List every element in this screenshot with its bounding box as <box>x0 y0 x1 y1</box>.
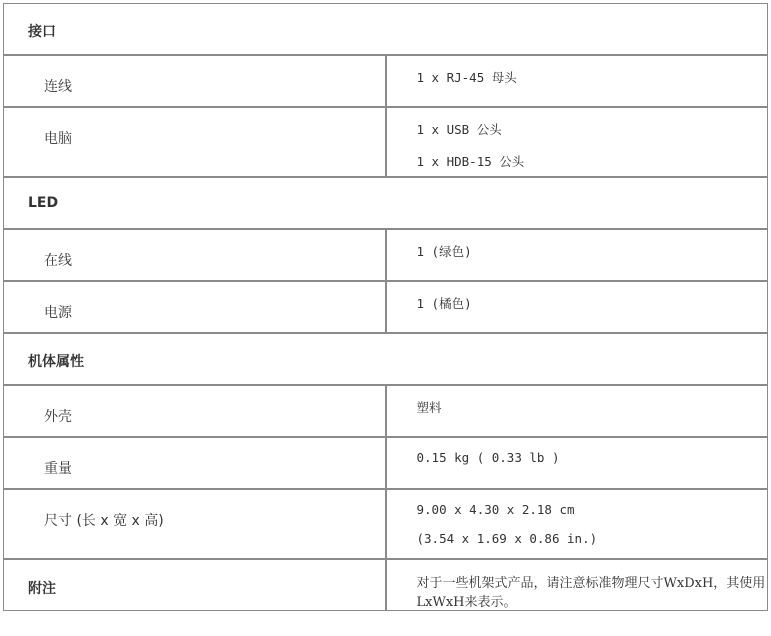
row-label-cell <box>3 107 386 177</box>
row-label-cell <box>3 489 386 559</box>
row-label: 重量 <box>44 461 72 477</box>
section-row-physical <box>3 333 768 385</box>
row-label-cell <box>3 229 386 281</box>
row-value-cell <box>386 55 769 107</box>
table-row <box>3 55 768 107</box>
row-label: 外壳 <box>44 409 72 425</box>
row-value: 1 x RJ-45 母头 <box>416 70 517 85</box>
table-row <box>3 281 768 333</box>
row-value: (3.54 x 1.69 x 0.86 in.) <box>416 531 598 546</box>
row-value: 1 x HDB-15 公头 <box>416 154 525 169</box>
row-value: 9.00 x 4.30 x 2.18 cm <box>416 502 575 517</box>
row-value-cell <box>386 281 769 333</box>
row-value: 0.15 kg ( 0.33 lb ) <box>416 450 560 465</box>
note-value-cell <box>386 559 769 611</box>
section-header <box>3 3 768 55</box>
section-title: 机体属性 <box>28 354 84 370</box>
note-label-cell <box>3 559 386 611</box>
row-value-cell <box>386 385 769 437</box>
section-header <box>3 333 768 385</box>
row-label: 在线 <box>44 253 72 269</box>
row-label: 连线 <box>44 79 72 95</box>
row-value-cell <box>386 229 769 281</box>
row-label: 电源 <box>44 305 72 321</box>
row-value: 1 x USB 公头 <box>416 122 502 137</box>
table-row <box>3 489 768 559</box>
section-title: 接口 <box>28 24 56 40</box>
row-value: 1 (绿色) <box>416 244 472 259</box>
row-label-cell <box>3 281 386 333</box>
table-row <box>3 437 768 489</box>
spec-table <box>3 3 768 611</box>
section-row-interface <box>3 3 768 55</box>
note-row <box>3 559 768 611</box>
table-row <box>3 107 768 177</box>
section-row-led <box>3 177 768 229</box>
note-label: 附注 <box>28 581 56 597</box>
row-value-cell <box>386 107 769 177</box>
row-value: 1 (橘色) <box>416 296 472 311</box>
row-value-cell <box>386 489 769 559</box>
row-label: 尺寸 (长 x 宽 x 高) <box>44 513 164 529</box>
table-row <box>3 229 768 281</box>
row-value-cell <box>386 437 769 489</box>
row-value: 塑料 <box>416 400 442 415</box>
table-row <box>3 385 768 437</box>
row-label-cell <box>3 55 386 107</box>
row-label: 电脑 <box>44 131 72 147</box>
section-header <box>3 177 768 229</box>
section-title: LED <box>28 195 59 211</box>
row-label-cell <box>3 385 386 437</box>
row-label-cell <box>3 437 386 489</box>
note-value: 对于一些机架式产品，请注意标准物理尺寸WxDxH，其使用LxWxH来表示。 <box>416 576 766 610</box>
